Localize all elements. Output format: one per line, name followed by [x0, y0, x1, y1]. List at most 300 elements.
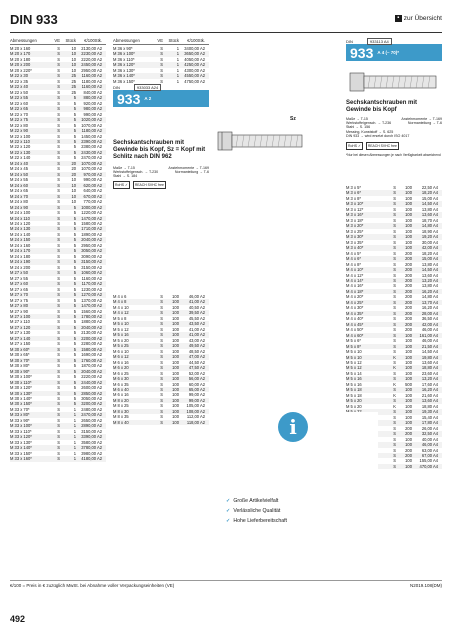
cell-ve: S [160, 376, 163, 382]
cell-price: 18,20 A4 [421, 190, 438, 196]
cell-dim: M 22 x 75 [10, 117, 28, 123]
cell-ve: S [393, 316, 396, 322]
cell-stk: 10 [71, 46, 76, 51]
cell-stk: 100 [172, 392, 179, 398]
cell-stk: 200 [405, 250, 412, 256]
cell-price: 2430,00 A2 [81, 149, 102, 155]
cell-dim: M 22 x 80 [10, 122, 28, 128]
cell-ve: S [160, 310, 163, 316]
cell-dim: M 24 x 60 [10, 182, 28, 188]
cell-dim: M 30 x 140* [10, 396, 32, 401]
cell-ve: S [393, 217, 396, 223]
cell-ve: S [57, 171, 60, 177]
cell-stk: 10 [71, 182, 76, 188]
cell-dim: M 4 x 20* [346, 294, 364, 300]
cell-ve: S [160, 46, 163, 51]
feature-item: ✓ Große Artikelvielfalt [226, 498, 279, 504]
cell-ve: S [160, 294, 163, 299]
cell-ve: S [160, 78, 163, 84]
feature-box [220, 412, 378, 550]
cell-stk: 200 [405, 299, 412, 305]
cell-dim: M 22 x 120 [10, 144, 31, 150]
link-steel[interactable]: Stahl → S. 184 [113, 174, 138, 178]
cell-ve: S [57, 160, 60, 166]
toc-link[interactable] [395, 15, 442, 22]
cell-price: 21,50 A4 [421, 343, 438, 349]
link-brass[interactable]: Messing, Kunststoff → S. 625 [346, 129, 394, 134]
article-number: 933033 A24 [134, 84, 161, 91]
cell-dim: M 4 x 12 [113, 310, 129, 316]
cell-ve: S [57, 439, 60, 445]
cell-stk: 1 [73, 423, 76, 429]
cell-price: 640,00 A2 [83, 188, 102, 194]
cell-dim: M 22 x 110 [10, 138, 30, 144]
cell-dim: M 33 x 130* [10, 439, 32, 445]
cell-stk: 200 [405, 327, 412, 333]
cell-ve: S [57, 67, 60, 73]
cell-stk: 100 [172, 419, 179, 425]
cell-price: 161,00 A4 [419, 332, 438, 338]
cell-price: 1160,00 A2 [81, 275, 102, 281]
cell-dim: M 36 x 90* [113, 46, 133, 51]
cell-ve: S [160, 403, 163, 409]
cell-price: 1170,00 A2 [81, 281, 102, 287]
cell-stk: 5 [73, 242, 76, 248]
cell-price: 112,00 A2 [186, 414, 205, 420]
cell-stk: 100 [172, 386, 179, 392]
cell-ve: S [393, 277, 396, 283]
cell-price: 56,00 A2 [188, 376, 205, 382]
cell-stk: 5 [73, 324, 76, 330]
cell-dim: M 4 x 5* [346, 250, 362, 256]
cell-ve: K [393, 403, 396, 409]
cell-ve: S [393, 463, 396, 469]
screw-drawing-slotted [212, 122, 308, 160]
cell-price: 2040,00 A2 [81, 324, 102, 330]
cell-dim: M 3 x 18* [346, 217, 364, 223]
cell-stk: 100 [405, 365, 412, 371]
link-norms[interactable]: Normanteilung → T-6 [174, 170, 209, 174]
cell-ve: S [57, 396, 60, 401]
cell-dim: M 4 x 45* [346, 321, 364, 327]
cell-price: 99,00 A2 [188, 397, 205, 403]
cell-price: 14,80 A4 [421, 294, 438, 300]
cell-stk: 100 [405, 185, 412, 190]
cell-dim: M 27 x 60 [10, 281, 28, 287]
cell-dim: M 24 x 170 [10, 248, 31, 254]
cell-price: 3400,00 A2 [184, 46, 205, 51]
cell-ve: S [57, 177, 60, 183]
cell-stk: 5 [73, 385, 76, 391]
cell-dim: M 22 x 140 [10, 155, 31, 161]
cell-ve: S [57, 308, 60, 314]
cell-stk: 100 [172, 381, 179, 387]
reach-badge: REACH SVHC free [367, 143, 397, 148]
cell-ve: S [393, 223, 396, 229]
cell-price: 14,50 A4 [421, 349, 438, 355]
cell-price: 43,00 A2 [188, 337, 205, 343]
cell-dim: M 5 x 20 [346, 398, 362, 404]
cell-dim: M 36 x 130* [113, 67, 135, 73]
cell-ve: S [393, 239, 396, 245]
cell-ve: S [393, 332, 396, 338]
cell-price: 770,00 A2 [83, 199, 102, 205]
cell-price: 2230,00 A2 [81, 51, 102, 57]
cell-price: 1070,00 A2 [81, 166, 102, 172]
cell-stk: 100 [405, 403, 412, 409]
cell-ve: S [57, 428, 60, 434]
cell-price: 15,40 A4 [421, 414, 438, 420]
cell-dim: M 4 x 6* [346, 256, 362, 262]
cell-stk: 5 [73, 253, 76, 259]
link-norms[interactable]: Normanteilung → T-6 [407, 121, 442, 125]
cell-dim: M 30 x 80* [10, 363, 30, 369]
cell-dim: M 6 x 16 [113, 392, 129, 398]
header-dim: Abmessungen [113, 38, 140, 43]
cell-stk: 5 [73, 133, 76, 139]
cell-price: 52,00 A2 [188, 370, 205, 376]
cell-dim: M 22 x 50 [10, 89, 28, 95]
cell-stk: 100 [405, 343, 412, 349]
cell-ve: S [57, 330, 60, 336]
cell-dim: M 20 x 160 [10, 46, 31, 51]
cell-ve: S [393, 267, 396, 273]
cell-price: 32,50 A4 [421, 431, 438, 437]
cell-stk: 5 [73, 270, 76, 276]
cell-price: 3390,00 A2 [81, 434, 102, 440]
header-dim: Abmessungen [10, 38, 37, 43]
cell-ve: S [393, 442, 396, 448]
cell-ve: S [393, 245, 396, 251]
cell-ve: S [393, 409, 396, 415]
cell-stk: 10 [71, 67, 76, 73]
cell-ve: S [57, 215, 60, 221]
cell-price: 18,20 A4 [421, 250, 438, 256]
cell-stk: 5 [73, 313, 76, 319]
cell-dim: M 4 x 30* [346, 305, 364, 311]
cell-dim: M 27 x 110 [10, 319, 30, 325]
cell-dim: M 5 x 20 [346, 403, 362, 409]
cell-ve: S [160, 348, 163, 354]
cell-price: 1020,00 A2 [81, 117, 102, 123]
cell-price: 40,00 A4 [421, 436, 438, 442]
cell-price: 60,00 A2 [188, 381, 205, 387]
cell-dim: M 36 x 110* [113, 56, 135, 62]
cell-stk: 100 [405, 201, 412, 207]
cell-price: 18,80 A4 [421, 403, 438, 409]
cell-price: 2440,00 A2 [81, 379, 102, 385]
cell-price: 43,50 A2 [188, 321, 205, 327]
cell-ve: S [393, 283, 396, 289]
cell-price: 1890,00 A2 [81, 231, 102, 237]
cell-ve: S [57, 100, 60, 106]
cell-price: 2200,00 A2 [81, 335, 102, 341]
cell-ve: S [57, 199, 60, 205]
cell-stk: 5 [73, 237, 76, 243]
cell-stk: 100 [172, 365, 179, 371]
cell-stk: 200 [405, 256, 412, 262]
cell-stk: 100 [405, 212, 412, 218]
cell-ve: K [393, 381, 396, 387]
cell-price: 3650,00 A2 [184, 51, 205, 57]
cell-ve: S [160, 419, 163, 425]
link-dims[interactable]: Maße → T-15 [113, 166, 135, 170]
check-icon: ✓ [226, 498, 231, 504]
cell-ve: S [393, 321, 396, 327]
cell-ve: S [57, 149, 60, 155]
cell-stk: 1 [176, 73, 179, 79]
cell-ve: S [57, 286, 60, 292]
cell-dim: M 4 x 12* [346, 272, 364, 278]
cell-ve: S [57, 128, 60, 134]
cell-stk: 1 [73, 434, 76, 440]
cell-dim: M 33 x 70* [10, 406, 30, 412]
cell-price: 48,50 A2 [188, 348, 205, 354]
link-material[interactable]: Werkstoffeigensch. → T-230 [113, 170, 159, 174]
link-material[interactable]: Werkstoffeigensch. → T-236 [346, 121, 392, 125]
cell-ve: S [393, 436, 396, 442]
cell-stk: 100 [405, 228, 412, 234]
cell-dim: M 30 x 70* [10, 357, 30, 363]
cell-ve: S [160, 304, 163, 310]
header-price: €/100Stk. [84, 38, 102, 43]
cell-stk: 5 [73, 128, 76, 134]
cell-dim: M 24 x 150 [10, 237, 31, 243]
cell-dim: M 24 x 70 [10, 193, 28, 199]
cell-stk: 100 [405, 409, 412, 415]
cell-ve: S [160, 354, 163, 360]
cell-ve: S [57, 182, 60, 188]
cell-dim: M 27 x 50 [10, 270, 28, 276]
cell-ve: S [393, 250, 396, 256]
cell-stk: 100 [172, 321, 179, 327]
rohs-badge: RoHS ✓ [115, 183, 128, 187]
cell-ve: S [393, 414, 396, 420]
cell-price: 1470,00 A2 [81, 215, 102, 221]
cell-stk: 5 [73, 259, 76, 265]
header-price: €/100Stk. [187, 38, 205, 43]
footnote: *Nur bei diesen Abmessungen je nach Verfügbarkeit abweichend [346, 152, 441, 157]
cell-stk: 100 [405, 420, 412, 426]
link-dims[interactable]: Maße → T-15 [346, 117, 368, 121]
cell-price: 3150,00 A2 [81, 264, 102, 270]
cell-ve: S [393, 327, 396, 333]
cell-dim: M 27 x 80 [10, 303, 28, 309]
cell-ve: S [57, 401, 60, 407]
cell-stk: 5 [73, 204, 76, 210]
cell-ve: S [160, 414, 163, 420]
cell-stk: 100 [172, 315, 179, 321]
cell-price: 118,00 A2 [186, 419, 205, 425]
cell-price: 1560,00 A2 [81, 308, 102, 314]
cell-price: 65,00 A2 [188, 386, 205, 392]
cell-dim: M 5 x 12 [113, 326, 129, 332]
cell-stk: 100 [172, 326, 179, 332]
cell-ve: S [393, 195, 396, 201]
cell-dim: M 27 x 75 [10, 297, 28, 303]
cell-dim: M 4 x 10 [113, 304, 129, 310]
cell-stk: 100 [172, 337, 179, 343]
cell-ve: S [160, 381, 163, 387]
cell-price: 1060,00 A2 [81, 270, 102, 276]
cell-price: 3980,00 A2 [81, 450, 102, 456]
table-col-2 [113, 38, 209, 84]
cell-price: 2480,00 A2 [81, 406, 102, 412]
cell-dim: M 8 x 35 [113, 414, 129, 420]
cell-ve: S [57, 193, 60, 199]
cell-price: 470,00 A4 [419, 463, 438, 469]
table-header [10, 38, 106, 45]
cell-stk: 20 [71, 160, 76, 166]
cell-dim: M 22 x 60 [10, 100, 28, 106]
cell-dim: M 22 x 90 [10, 128, 28, 134]
cell-price: 840,00 A2 [83, 89, 102, 95]
cell-ve: S [57, 335, 60, 341]
cell-ve: S [57, 56, 60, 62]
cell-dim: M 24 x 50 [10, 171, 28, 177]
cell-dim: M 33 x 100* [10, 423, 32, 429]
cell-stk: 5 [73, 390, 76, 396]
cell-price: 14,50 A4 [421, 201, 438, 207]
cell-stk: 5 [73, 231, 76, 237]
cell-price: 2650,00 A2 [81, 417, 102, 423]
cell-ve: S [57, 248, 60, 254]
cell-ve: S [57, 368, 60, 374]
cell-stk: 200 [405, 321, 412, 327]
cell-price: 42,00 A4 [421, 245, 438, 251]
cell-price: 2380,00 A2 [81, 144, 102, 150]
cell-stk: 1 [73, 456, 76, 462]
cell-price: 3090,00 A2 [81, 253, 102, 259]
cell-dim: M 3 x 20* [346, 223, 364, 229]
cell-dim: M 20 x 220* [10, 67, 32, 73]
cell-ve: S [57, 264, 60, 270]
feature-item: ✓ Verlässliche Qualität [226, 508, 281, 514]
cell-dim: M 5 x 16 [346, 381, 362, 387]
cell-stk: 5 [73, 210, 76, 216]
cell-dim: M 22 x 30 [10, 73, 28, 79]
cell-stk: 5 [73, 117, 76, 123]
cell-ve: S [57, 423, 60, 429]
cell-stk: 20 [71, 166, 76, 172]
cell-dim: M 3 x 8* [346, 195, 362, 201]
cell-stk: 20 [71, 171, 76, 177]
cell-dim: M 3 x 40* [346, 245, 364, 251]
cell-stk: 100 [405, 223, 412, 229]
cell-dim: M 5 x 10 [346, 354, 362, 360]
cell-stk: 10 [71, 51, 76, 57]
cell-stk: 5 [73, 292, 76, 298]
cell-price: 18,90 A4 [421, 228, 438, 234]
cell-stk: 100 [405, 217, 412, 223]
cell-price: 18,70 A4 [421, 217, 438, 223]
cell-price: 18,80 A4 [421, 365, 438, 371]
cell-price: 46,00 A4 [421, 338, 438, 344]
link-torque[interactable]: Anziehmomente → T-169 [168, 166, 209, 170]
cell-ve: S [160, 392, 163, 398]
cell-ve: S [57, 341, 60, 347]
cell-ve: S [160, 365, 163, 371]
cell-dim: M 27 x 120 [10, 324, 31, 330]
link-torque[interactable]: Anziehmomente → T-169 [401, 117, 442, 121]
cell-ve: S [57, 357, 60, 363]
cell-dim: M 36 x 120* [113, 62, 135, 68]
cell-ve: S [160, 67, 163, 73]
cell-dim: M 3 x 35* [346, 239, 364, 245]
cell-stk: 100 [405, 370, 412, 376]
page-header [10, 12, 442, 33]
cell-ve: S [393, 360, 396, 365]
cell-price: 1580,00 A2 [81, 221, 102, 226]
cell-price: 16,20 A4 [421, 387, 438, 393]
cell-ve: S [57, 84, 60, 90]
product-number: 933 [117, 90, 141, 107]
table-row [10, 456, 106, 461]
toc-label: zur Übersicht [403, 15, 442, 22]
cell-dim: M 6 x 10 [113, 348, 129, 354]
cell-price: 3200,00 A2 [81, 401, 102, 407]
product-number: 933 [350, 44, 374, 61]
cell-stk: 5 [73, 95, 76, 101]
cell-stk: 10 [71, 193, 76, 199]
link-steel[interactable]: Stahl → S. 156 [346, 125, 371, 129]
cell-dim: M 30 x 130* [10, 390, 32, 396]
cell-ve: S [57, 122, 60, 128]
cell-ve: S [57, 46, 60, 51]
cell-dim: M 3 x 25* [346, 228, 364, 234]
cell-stk: 5 [73, 100, 76, 106]
cell-stk: 1 [176, 62, 179, 68]
cell-stk: 200 [405, 431, 412, 437]
table-col-1 [10, 38, 106, 462]
material-tag: A 4 (– 70)* [377, 50, 399, 55]
cell-price: 40,50 A2 [188, 304, 205, 310]
cell-price: 4550,00 A2 [184, 73, 205, 79]
cell-stk: 100 [405, 190, 412, 196]
cell-dim: M 30 x 150* [10, 401, 32, 407]
cell-price: 49,50 A2 [188, 343, 205, 349]
cell-price: 1580,00 A2 [81, 346, 102, 352]
cell-dim: M 5 x 8 [113, 315, 127, 321]
cell-price: 2950,00 A2 [81, 67, 102, 73]
wire-info [346, 100, 442, 157]
cell-ve: S [57, 390, 60, 396]
cell-ve: S [160, 62, 163, 68]
cell-ve: S [57, 155, 60, 161]
cell-ve: S [393, 387, 396, 393]
cell-ve: S [57, 406, 60, 412]
cell-price: 36,50 A4 [421, 316, 438, 322]
cell-dim: M 30 x 65* [10, 352, 30, 358]
cell-ve: S [57, 303, 60, 309]
cell-stk: 5 [73, 319, 76, 325]
cell-price: 1470,00 A2 [81, 303, 102, 309]
cell-dim: M 20 x 180 [10, 56, 31, 62]
cell-stk: 1 [176, 67, 179, 73]
cell-ve: S [160, 321, 163, 327]
cell-ve: S [57, 319, 60, 325]
cell-price: 41,00 A2 [188, 332, 205, 338]
cell-ve: S [393, 288, 396, 294]
product-box-a2 [113, 84, 209, 107]
cell-dim: M 22 x 40 [10, 84, 28, 90]
check-icon: ✓ [226, 518, 231, 524]
cell-ve: S [57, 275, 60, 281]
cell-stk: 5 [73, 374, 76, 380]
cell-stk: 100 [172, 304, 179, 310]
cell-dim: M 24 x 80 [10, 199, 28, 205]
cell-ve: S [160, 370, 163, 376]
